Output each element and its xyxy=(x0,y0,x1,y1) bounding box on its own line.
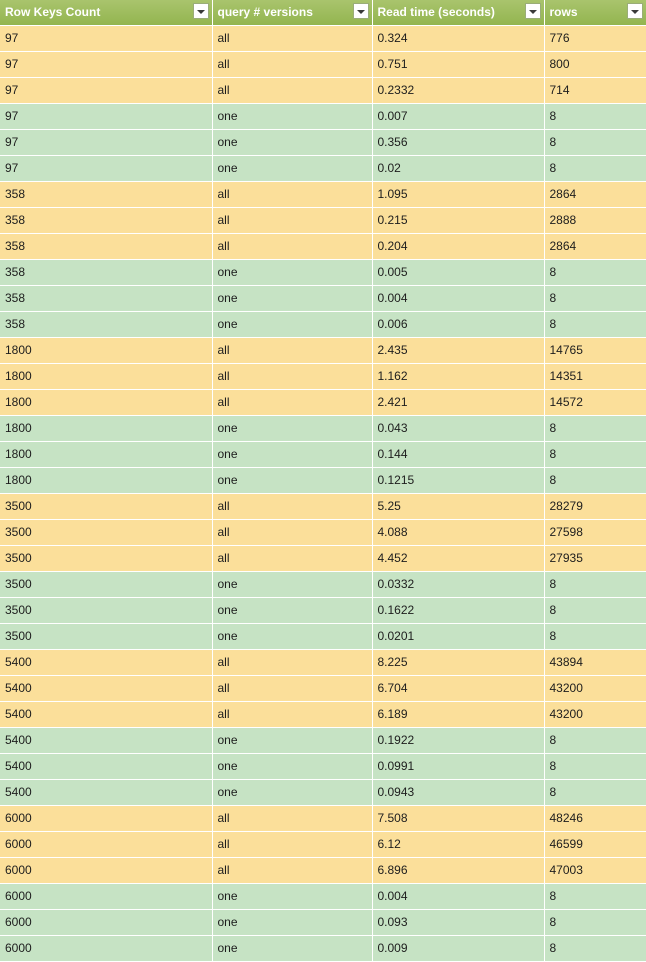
table-row[interactable] xyxy=(0,312,646,338)
cell-query-versions[interactable]: all xyxy=(212,182,372,208)
cell-row-keys-count[interactable]: 6000 xyxy=(0,936,212,962)
table-row[interactable] xyxy=(0,754,646,780)
cell-query-versions[interactable]: all xyxy=(212,650,372,676)
table-row[interactable] xyxy=(0,936,646,962)
table-row[interactable] xyxy=(0,130,646,156)
cell-row-keys-count[interactable]: 1800 xyxy=(0,364,212,390)
cell-read-time[interactable]: 0.2332 xyxy=(372,78,544,104)
cell-row-keys-count[interactable]: 1800 xyxy=(0,442,212,468)
cell-read-time[interactable]: 0.004 xyxy=(372,286,544,312)
cell-read-time[interactable]: 0.004 xyxy=(372,884,544,910)
table-body xyxy=(0,26,646,962)
table-row[interactable] xyxy=(0,390,646,416)
cell-read-time[interactable]: 1.095 xyxy=(372,182,544,208)
cell-row-keys-count[interactable]: 1800 xyxy=(0,416,212,442)
cell-rows[interactable]: 43200 xyxy=(544,676,646,702)
cell-row-keys-count[interactable]: 97 xyxy=(0,130,212,156)
cell-rows[interactable]: 47003 xyxy=(544,858,646,884)
cell-read-time[interactable]: 0.751 xyxy=(372,52,544,78)
cell-rows[interactable]: 8 xyxy=(544,156,646,182)
cell-read-time[interactable]: 0.02 xyxy=(372,156,544,182)
cell-read-time[interactable]: 0.204 xyxy=(372,234,544,260)
cell-read-time[interactable]: 5.25 xyxy=(372,494,544,520)
cell-read-time[interactable]: 0.215 xyxy=(372,208,544,234)
table-row[interactable] xyxy=(0,442,646,468)
cell-row-keys-count[interactable]: 6000 xyxy=(0,910,212,936)
cell-query-versions[interactable]: all xyxy=(212,494,372,520)
cell-row-keys-count[interactable]: 5400 xyxy=(0,676,212,702)
cell-rows[interactable]: 14765 xyxy=(544,338,646,364)
cell-read-time[interactable]: 0.0991 xyxy=(372,754,544,780)
cell-row-keys-count[interactable]: 6000 xyxy=(0,806,212,832)
cell-rows[interactable]: 8 xyxy=(544,468,646,494)
cell-rows[interactable]: 8 xyxy=(544,312,646,338)
cell-row-keys-count[interactable]: 3500 xyxy=(0,598,212,624)
table-row[interactable] xyxy=(0,52,646,78)
cell-read-time[interactable]: 0.0201 xyxy=(372,624,544,650)
cell-rows[interactable]: 2864 xyxy=(544,182,646,208)
cell-query-versions[interactable]: one xyxy=(212,156,372,182)
cell-read-time[interactable]: 0.007 xyxy=(372,104,544,130)
cell-query-versions[interactable]: all xyxy=(212,52,372,78)
table-row[interactable] xyxy=(0,858,646,884)
cell-rows[interactable]: 8 xyxy=(544,884,646,910)
column-header-row-keys-count[interactable] xyxy=(0,0,212,26)
cell-read-time[interactable]: 6.12 xyxy=(372,832,544,858)
table-row[interactable] xyxy=(0,806,646,832)
cell-row-keys-count[interactable]: 5400 xyxy=(0,702,212,728)
cell-row-keys-count[interactable]: 3500 xyxy=(0,572,212,598)
cell-read-time[interactable]: 0.1622 xyxy=(372,598,544,624)
cell-read-time[interactable]: 0.006 xyxy=(372,312,544,338)
table-row[interactable] xyxy=(0,260,646,286)
cell-query-versions[interactable]: all xyxy=(212,858,372,884)
cell-read-time[interactable]: 8.225 xyxy=(372,650,544,676)
cell-read-time[interactable]: 0.005 xyxy=(372,260,544,286)
filter-dropdown-icon[interactable] xyxy=(525,3,541,19)
table-row[interactable] xyxy=(0,104,646,130)
cell-query-versions[interactable]: all xyxy=(212,832,372,858)
cell-read-time[interactable]: 4.088 xyxy=(372,520,544,546)
cell-read-time[interactable]: 1.162 xyxy=(372,364,544,390)
table-header xyxy=(0,0,646,26)
table-row[interactable] xyxy=(0,234,646,260)
cell-rows[interactable]: 2864 xyxy=(544,234,646,260)
cell-query-versions[interactable]: one xyxy=(212,884,372,910)
cell-row-keys-count[interactable]: 3500 xyxy=(0,520,212,546)
table-row[interactable] xyxy=(0,910,646,936)
cell-rows[interactable]: 8 xyxy=(544,130,646,156)
cell-query-versions[interactable]: all xyxy=(212,546,372,572)
table-row[interactable] xyxy=(0,78,646,104)
cell-row-keys-count[interactable]: 358 xyxy=(0,234,212,260)
cell-row-keys-count[interactable]: 1800 xyxy=(0,390,212,416)
cell-row-keys-count[interactable]: 358 xyxy=(0,260,212,286)
table-row[interactable] xyxy=(0,468,646,494)
cell-rows[interactable]: 8 xyxy=(544,936,646,962)
cell-rows[interactable]: 8 xyxy=(544,260,646,286)
table-row[interactable] xyxy=(0,624,646,650)
cell-rows[interactable]: 8 xyxy=(544,572,646,598)
cell-query-versions[interactable]: all xyxy=(212,26,372,52)
cell-rows[interactable]: 8 xyxy=(544,910,646,936)
table-row[interactable] xyxy=(0,702,646,728)
cell-rows[interactable]: 43200 xyxy=(544,702,646,728)
column-header-read-time[interactable] xyxy=(372,0,544,26)
cell-rows[interactable]: 8 xyxy=(544,104,646,130)
cell-read-time[interactable]: 0.009 xyxy=(372,936,544,962)
cell-row-keys-count[interactable]: 3500 xyxy=(0,546,212,572)
cell-rows[interactable]: 48246 xyxy=(544,806,646,832)
cell-rows[interactable]: 8 xyxy=(544,780,646,806)
cell-query-versions[interactable]: all xyxy=(212,806,372,832)
cell-query-versions[interactable]: one xyxy=(212,286,372,312)
table-row[interactable] xyxy=(0,182,646,208)
cell-rows[interactable]: 28279 xyxy=(544,494,646,520)
table-row[interactable] xyxy=(0,546,646,572)
cell-row-keys-count[interactable]: 97 xyxy=(0,156,212,182)
cell-row-keys-count[interactable]: 6000 xyxy=(0,884,212,910)
cell-row-keys-count[interactable]: 97 xyxy=(0,52,212,78)
cell-query-versions[interactable]: one xyxy=(212,572,372,598)
cell-query-versions[interactable]: all xyxy=(212,234,372,260)
cell-read-time[interactable]: 0.0332 xyxy=(372,572,544,598)
table-row[interactable] xyxy=(0,598,646,624)
cell-rows[interactable]: 776 xyxy=(544,26,646,52)
cell-query-versions[interactable]: all xyxy=(212,208,372,234)
column-header-query-versions[interactable] xyxy=(212,0,372,26)
cell-query-versions[interactable]: one xyxy=(212,312,372,338)
cell-query-versions[interactable]: one xyxy=(212,598,372,624)
filter-dropdown-icon[interactable] xyxy=(627,3,643,19)
cell-query-versions[interactable]: one xyxy=(212,910,372,936)
cell-rows[interactable]: 14572 xyxy=(544,390,646,416)
table-row[interactable] xyxy=(0,286,646,312)
column-header-label: rows xyxy=(549,5,578,19)
table-row[interactable] xyxy=(0,26,646,52)
cell-query-versions[interactable]: one xyxy=(212,416,372,442)
cell-read-time[interactable]: 0.356 xyxy=(372,130,544,156)
cell-read-time[interactable]: 2.435 xyxy=(372,338,544,364)
cell-read-time[interactable]: 6.189 xyxy=(372,702,544,728)
table-row[interactable] xyxy=(0,832,646,858)
table-row[interactable] xyxy=(0,728,646,754)
table-row[interactable] xyxy=(0,520,646,546)
cell-query-versions[interactable]: one xyxy=(212,468,372,494)
cell-read-time[interactable]: 7.508 xyxy=(372,806,544,832)
cell-read-time[interactable]: 0.0943 xyxy=(372,780,544,806)
table-row[interactable] xyxy=(0,364,646,390)
cell-rows[interactable]: 14351 xyxy=(544,364,646,390)
cell-row-keys-count[interactable]: 5400 xyxy=(0,754,212,780)
column-header-label: Row Keys Count xyxy=(5,5,101,19)
cell-read-time[interactable]: 0.144 xyxy=(372,442,544,468)
header-row xyxy=(0,0,646,26)
cell-rows[interactable]: 2888 xyxy=(544,208,646,234)
cell-read-time[interactable]: 0.1215 xyxy=(372,468,544,494)
cell-rows[interactable]: 8 xyxy=(544,416,646,442)
cell-rows[interactable]: 8 xyxy=(544,624,646,650)
cell-query-versions[interactable]: one xyxy=(212,624,372,650)
cell-query-versions[interactable]: one xyxy=(212,754,372,780)
cell-query-versions[interactable]: one xyxy=(212,104,372,130)
cell-read-time[interactable]: 4.452 xyxy=(372,546,544,572)
cell-rows[interactable]: 8 xyxy=(544,728,646,754)
cell-row-keys-count[interactable]: 3500 xyxy=(0,624,212,650)
table-row[interactable] xyxy=(0,650,646,676)
cell-row-keys-count[interactable]: 358 xyxy=(0,208,212,234)
column-header-label: query # versions xyxy=(217,5,313,19)
cell-row-keys-count[interactable]: 6000 xyxy=(0,832,212,858)
cell-query-versions[interactable]: all xyxy=(212,676,372,702)
cell-query-versions[interactable]: one xyxy=(212,130,372,156)
table-row[interactable] xyxy=(0,780,646,806)
cell-read-time[interactable]: 0.1922 xyxy=(372,728,544,754)
table-row[interactable] xyxy=(0,494,646,520)
cell-rows[interactable]: 8 xyxy=(544,442,646,468)
cell-read-time[interactable]: 0.093 xyxy=(372,910,544,936)
filter-dropdown-icon[interactable] xyxy=(353,3,369,19)
cell-rows[interactable]: 714 xyxy=(544,78,646,104)
cell-row-keys-count[interactable]: 5400 xyxy=(0,728,212,754)
cell-read-time[interactable]: 2.421 xyxy=(372,390,544,416)
filter-dropdown-icon[interactable] xyxy=(193,3,209,19)
cell-row-keys-count[interactable]: 97 xyxy=(0,26,212,52)
cell-read-time[interactable]: 0.043 xyxy=(372,416,544,442)
cell-rows[interactable]: 46599 xyxy=(544,832,646,858)
cell-rows[interactable]: 27598 xyxy=(544,520,646,546)
table-row[interactable] xyxy=(0,884,646,910)
cell-query-versions[interactable]: one xyxy=(212,780,372,806)
cell-rows[interactable]: 8 xyxy=(544,598,646,624)
column-header-rows[interactable] xyxy=(544,0,646,26)
table-row[interactable] xyxy=(0,416,646,442)
table-row[interactable] xyxy=(0,338,646,364)
cell-query-versions[interactable]: all xyxy=(212,364,372,390)
cell-row-keys-count[interactable]: 1800 xyxy=(0,338,212,364)
cell-read-time[interactable]: 0.324 xyxy=(372,26,544,52)
cell-row-keys-count[interactable]: 3500 xyxy=(0,494,212,520)
column-header-label: Read time (seconds) xyxy=(377,5,495,19)
cell-row-keys-count[interactable]: 5400 xyxy=(0,650,212,676)
cell-query-versions[interactable]: all xyxy=(212,702,372,728)
table-row[interactable] xyxy=(0,208,646,234)
cell-rows[interactable]: 800 xyxy=(544,52,646,78)
cell-row-keys-count[interactable]: 358 xyxy=(0,286,212,312)
cell-query-versions[interactable]: one xyxy=(212,260,372,286)
cell-rows[interactable]: 8 xyxy=(544,754,646,780)
cell-query-versions[interactable]: all xyxy=(212,390,372,416)
cell-query-versions[interactable]: one xyxy=(212,442,372,468)
table-row[interactable] xyxy=(0,156,646,182)
cell-query-versions[interactable]: all xyxy=(212,338,372,364)
cell-query-versions[interactable]: all xyxy=(212,78,372,104)
cell-row-keys-count[interactable]: 358 xyxy=(0,182,212,208)
cell-row-keys-count[interactable]: 1800 xyxy=(0,468,212,494)
cell-rows[interactable]: 8 xyxy=(544,286,646,312)
cell-row-keys-count[interactable]: 97 xyxy=(0,78,212,104)
table-row[interactable] xyxy=(0,572,646,598)
cell-rows[interactable]: 27935 xyxy=(544,546,646,572)
cell-read-time[interactable]: 6.896 xyxy=(372,858,544,884)
cell-query-versions[interactable]: all xyxy=(212,520,372,546)
cell-read-time[interactable]: 6.704 xyxy=(372,676,544,702)
cell-row-keys-count[interactable]: 5400 xyxy=(0,780,212,806)
table-row[interactable] xyxy=(0,676,646,702)
cell-rows[interactable]: 43894 xyxy=(544,650,646,676)
cell-row-keys-count[interactable]: 6000 xyxy=(0,858,212,884)
cell-query-versions[interactable]: one xyxy=(212,936,372,962)
cell-row-keys-count[interactable]: 97 xyxy=(0,104,212,130)
cell-row-keys-count[interactable]: 358 xyxy=(0,312,212,338)
cell-query-versions[interactable]: one xyxy=(212,728,372,754)
